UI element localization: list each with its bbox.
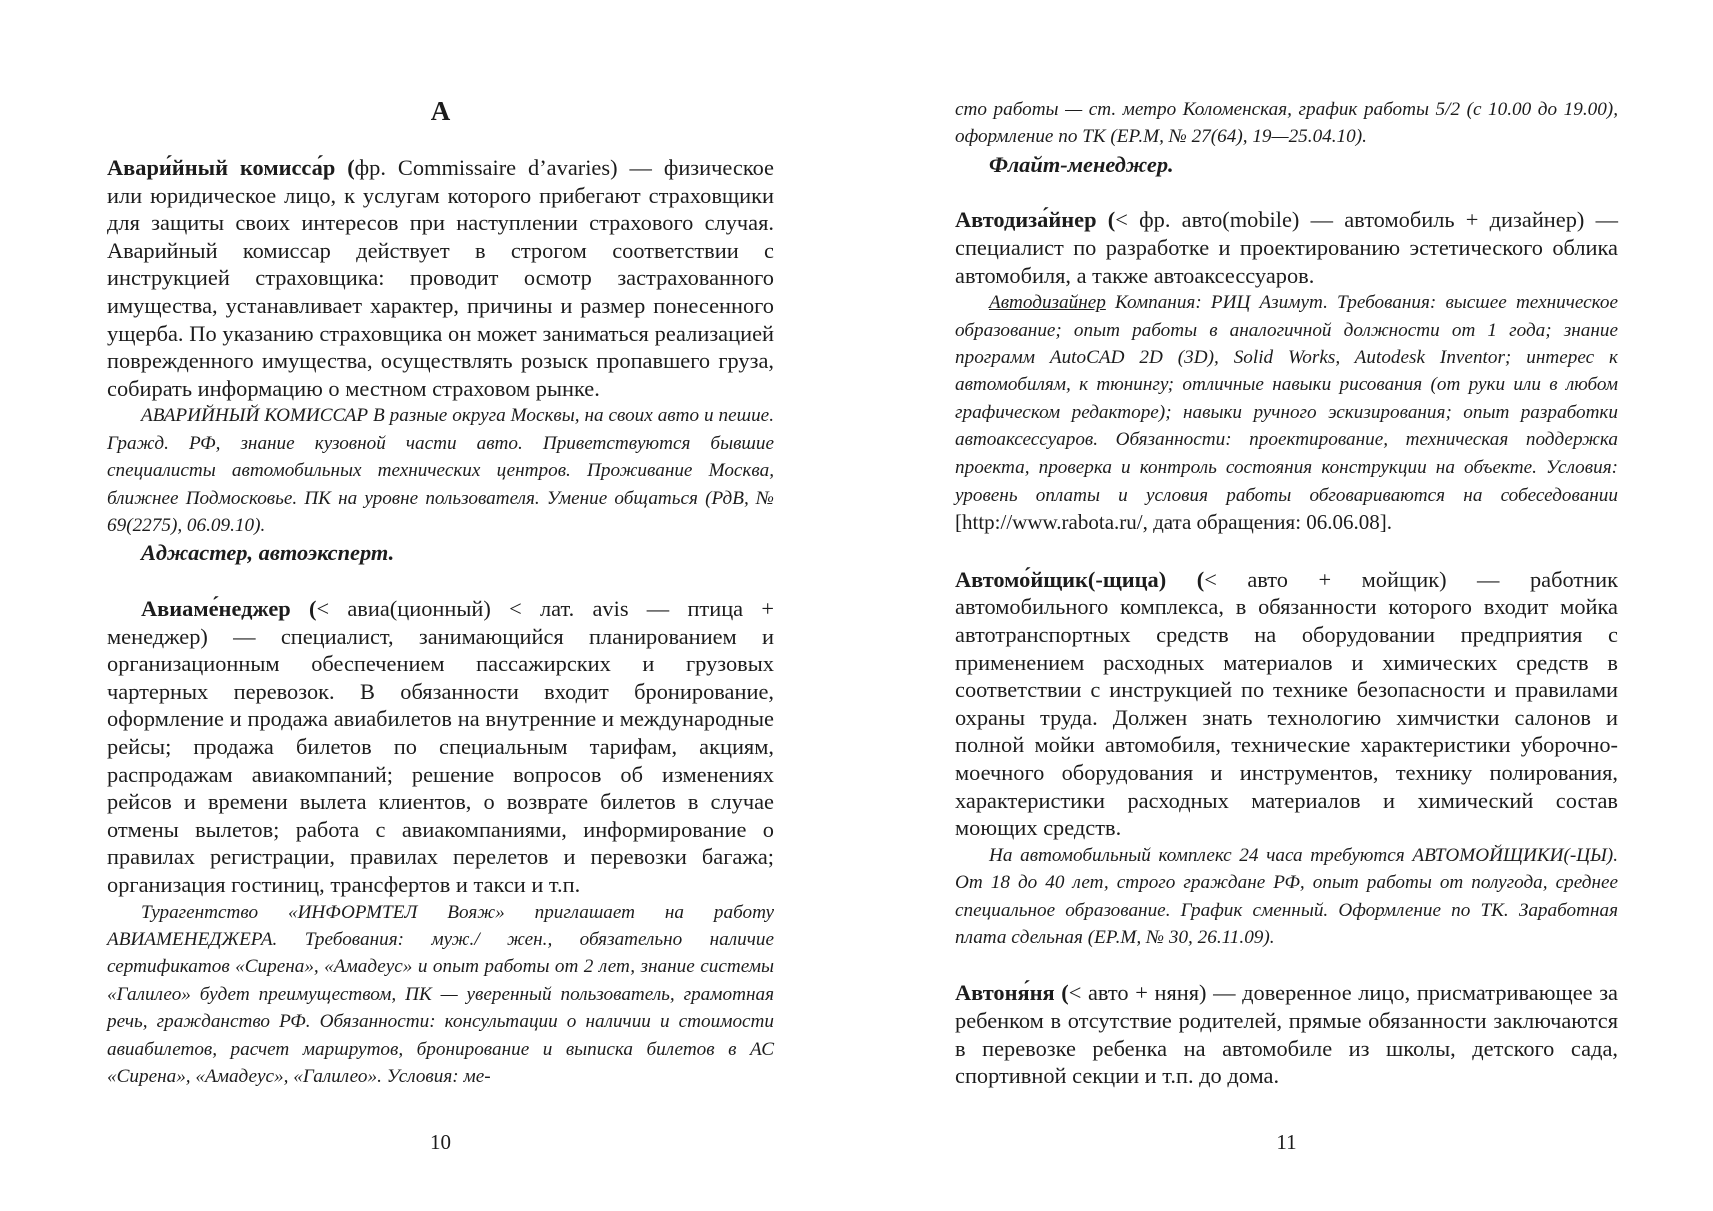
entry-citation: Турагентство «ИНФОРМТЕЛ Вояж» приглашает на работу АВИАМЕНЕДЖЕРА. Требования: муж./ жен., обязательно наличие сертификатов «Сирена», «Амадеус» и опыт работы от 2 лет, знание системы «Галилео» будет преимуществом, ПК — уверенный пользователь, грамотная речь, гражданство РФ. Обязанности: консультации о наличии и стоимости авиабилетов, расчет маршрутов, бронирование и выписка билетов в АС «Сирена», «Амадеус», «Галилео». Условия: ме- — [107, 901, 774, 1087]
entry-definition: < авто + няня) — доверенное лицо, присматривающее за ребенком в отсутствие родителей, прямые обязанности заключаются в перевозке ребенка на автомобиле из школы, детского сада, спортивной секции и т.п. до дома. — [955, 980, 1618, 1089]
entry-avariynyy-komissar — [107, 154, 774, 402]
entry-definition: < авиа(ционный) < лат. avis — птица + менеджер) — специалист, занимающийся планированием и организационным обеспечением пассажирских и грузовых чартерных перевозок. В обязанности входит бронирование, оформление и продажа авиабилетов на внутренние и международные рейсы; продажа билетов по специальным тарифам, акциям, распродажам авиакомпаний; решение вопросов об изменениях рейсов и времени вылета клиентов, о возврате билетов в случае отмены вылетов; работа с авиакомпаниями, информирование о правилах регистрации, правилах перелетов и перевозки багажа; организация гостиниц, трансфертов и такси и т.п. — [107, 595, 774, 897]
citation-text: Компания: РИЦ Азимут. Требования: высшее техническое образование; опыт работы в аналогичной должности от 1 года; знание программ AutoCAD 2D (3D), Solid Works, Autodesk Inventor; интерес к автомобилям, к тюнингу; отличные навыки рисования (от руки или в любом графическом редакторе); навыки ручного эскизирования; опыт разработки автоаксессуаров. Обязанности: проектирование, техническая поддержка проекта, проверка и контроль состояния конструкции на объекте. Условия: уровень оплаты и условия работы обговариваются на собеседовании — [955, 292, 1618, 507]
right-column — [955, 96, 1618, 1090]
entry-definition: фр. Commissaire d’avaries) — физическое или юридическое лицо, к услугам которого прибегают страховщики для защиты своих интересов при наступлении страхового случая. Аварийный комиссар действует в строгом соответствии с инструкцией страховщика: проводит осмотр застрахованного имущества, устанавливает характер, причины и размер понесенного ущерба. По указанию страховщика он может заниматься реализацией поврежденного имущества, осуществлять розыск пропавшего груза, собирать информацию о местном страховом рынке. — [107, 155, 774, 401]
entry-term: Автодиза́йнер ( — [955, 207, 1116, 233]
citation-heading: Автодизайнер — [989, 292, 1106, 314]
entry-avtonyanya — [955, 979, 1618, 1089]
entry-term: Автомо́йщик(-щица) ( — [955, 566, 1205, 592]
entry-citation: АВАРИЙНЫЙ КОМИССАР В разные округа Москвы, на своих авто и пешие. Гражд. РФ, знание кузовной части авто. Приветствуются бывшие специалисты автомобильных технических центров. Проживание Москва, ближнее Подмосковье. ПК на уровне пользователя. Умение общаться (РдВ, № 69(2275), 06.09.10). — [107, 405, 774, 536]
left-page — [107, 0, 774, 1211]
entry-gap — [955, 951, 1618, 979]
section-letter: А — [430, 96, 451, 126]
citation-continuation: сто работы — ст. метро Коломенская, график работы 5/2 (с 10.00 до 19.00), оформление по ТК (ЕР.М, № 27(64), 19—25.04.10). — [955, 99, 1618, 148]
entry-avtodizayner — [955, 206, 1618, 289]
entry-gap — [955, 538, 1618, 566]
entry-definition: < фр. авто(mobile) — автомобиль + дизайнер) — специалист по разработке и проектированию эстетического облика автомобиля, а также автоаксессуаров. — [955, 207, 1618, 288]
page-number: 10 — [430, 1130, 451, 1154]
citation-source: [http://www.rabota.ru/, дата обращения: 06.06.08]. — [955, 510, 1393, 535]
entry-see-also: Аджастер, автоэксперт. — [141, 540, 395, 566]
entry-gap — [955, 178, 1618, 206]
right-page — [955, 0, 1618, 1211]
entry-term: Автоня́ня ( — [955, 980, 1069, 1006]
entry-aviamenedzher — [107, 595, 774, 899]
entry-term: Авари́йный комисса́р ( — [107, 155, 355, 180]
page-number: 11 — [1276, 1130, 1297, 1154]
left-column — [107, 154, 774, 1090]
entry-avtomoyshchik — [955, 566, 1618, 842]
entry-citation — [955, 289, 1618, 538]
entry-see-also: Флайт-менеджер. — [989, 151, 1174, 177]
entry-definition: < авто + мойщик) — работник автомобильного комплекса, в обязанности которого входит мойка автотранспортных средств на оборудовании предприятия с применением расходных материалов и химических средств в соответствии с инструкцией по технике безопасности и правилами охраны труда. Должен знать технологию химчистки салонов и полной мойки автомобиля, технические характеристики уборочно-моечного оборудования и инструментов, технику полирования, характеристики расходных материалов и химический состав моющих средств. — [955, 566, 1619, 841]
entry-term: Авиаме́неджер ( — [141, 595, 317, 621]
entry-gap — [107, 567, 774, 595]
entry-citation: На автомобильный комплекс 24 часа требуются АВТОМОЙЩИКИ(-ЦЫ). От 18 до 40 лет, строго граждане РФ, опыт работы от полугода, среднее специальное образование. График сменный. Оформление по ТК. Заработная плата сдельная (ЕР.М, № 30, 26.11.09). — [955, 844, 1618, 948]
